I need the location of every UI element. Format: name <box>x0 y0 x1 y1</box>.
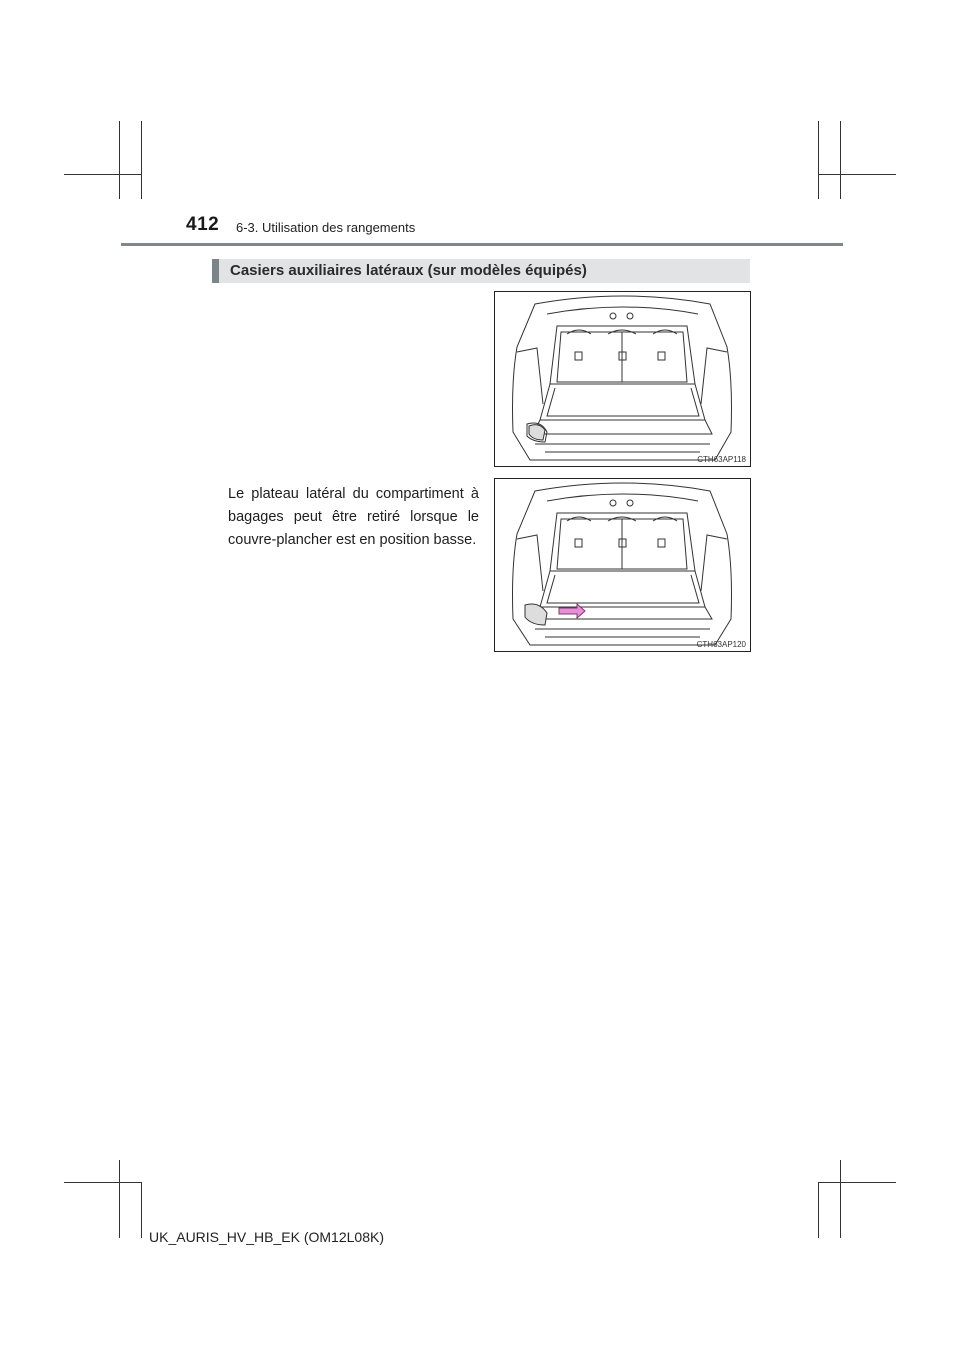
header-rule <box>121 243 843 246</box>
body-paragraph: Le plateau latéral du compartiment à bagages peut être retiré lorsque le couvre-plancher est en position basse. <box>228 486 479 548</box>
page-number: 412 <box>186 214 220 235</box>
section-header: 6-3. Utilisation des rangements <box>236 220 416 235</box>
figure-2 <box>494 478 751 652</box>
figure-code: CTH63AP120 <box>696 640 746 649</box>
trunk-interior-illustration-with-arrow-icon <box>495 479 750 651</box>
section-title: Casiers auxiliaires latéraux (sur modèles équipés) <box>230 262 587 279</box>
title-bar-accent <box>212 259 219 283</box>
figure-code: CTH63AP118 <box>697 455 746 464</box>
pull-arrow-icon <box>559 604 585 618</box>
footer-document-code: UK_AURIS_HV_HB_EK (OM12L08K) <box>149 1229 384 1245</box>
figure-1 <box>494 291 751 467</box>
section-title-bar <box>212 259 750 283</box>
trunk-interior-illustration-icon <box>495 292 750 466</box>
